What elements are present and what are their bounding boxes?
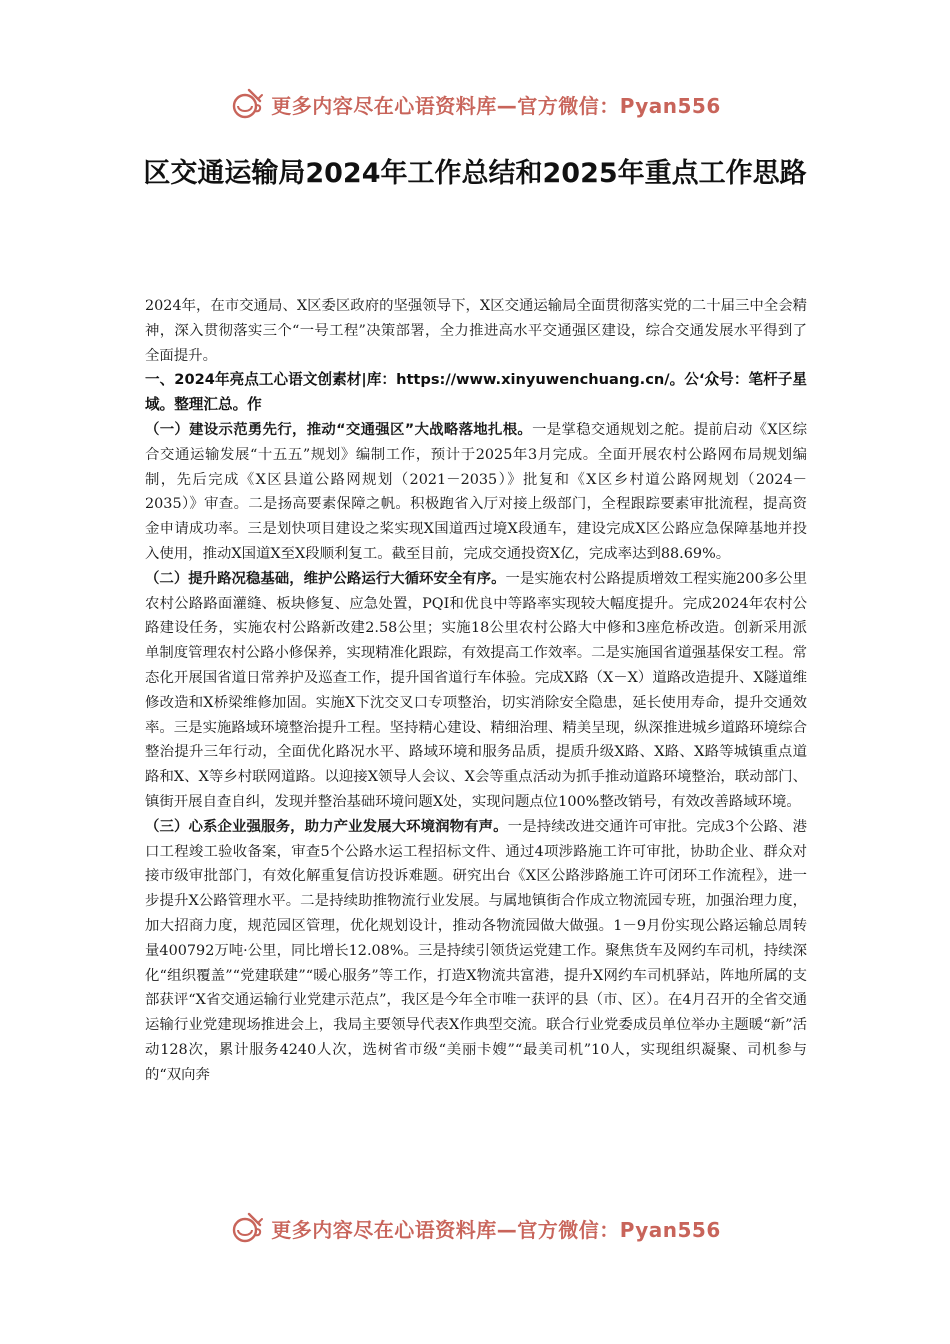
header-banner xyxy=(0,82,950,126)
coffee-cup-pen-logo-icon xyxy=(229,86,265,122)
paragraph-3 xyxy=(145,815,807,1088)
banner-text: 更多内容尽在心语资料库—官方微信：Pyan556 xyxy=(271,93,721,118)
paragraph-1-body: 一是掌稳交通规划之舵。提前启动《X区综合交通运输发展“十五五”规划》编制工作，预计于2025年3月完成。全面开展农村公路网布局规划编制，先后完成《X区县道公路网规划（2021－2035）》批复和《X区乡村道公路网规划（2024－2035）》审查。二是扬高要素保障之帆。积极跑省入厅对接上级部门，全程跟踪要素审批流程，提高资金申请成功率。三是划快项目建设之桨实现X国道西过境X段通车，建设完成X区公路应急保障基地并投入使用，推动X国道X至X段顺利复工。截至目前，完成交通投资X亿，完成率达到88.69%。 xyxy=(145,421,807,562)
paragraph-3-body: 一是持续改进交通许可审批。完成3个公路、港口工程竣工验收备案，审查5个公路水运工程招标文件、通过4项涉路施工许可审批，协助企业、群众对接市级审批部门，有效化解重复信访投诉难题。研究出台《X区公路涉路施工许可闭环工作流程》，进一步提升X公路管理水平。二是持续助推物流行业发展。与属地镇街合作成立物流园专班，加强治理力度，加大招商力度，规范园区管理，优化规划设计，推动各物流园做大做强。1－9月份实现公路运输总周转量400792万吨·公里，同比增长12.08%。三是持续引领货运党建工作。聚焦货车及网约车司机，持续深化“组织覆盖”“党建联建”“暖心服务”等工作，打造X物流共富港，提升X网约车司机驿站，阵地所属的支部获评“X省交通运输行业党建示范点”，我区是今年全市唯一获评的县（市、区）。在4月召开的全省交通运输行业党建现场推进会上，我局主要领导代表X作典型交流。联合行业党委成员单位举办主题暖“新”活动128次，累计服务4240人次，选树省市级“美丽卡嫂”“最美司机”10人，实现组织凝聚、司机参与的“双向奔 xyxy=(145,818,807,1083)
banner-text: 更多内容尽在心语资料库—官方微信：Pyan556 xyxy=(271,1217,721,1242)
document-title: 区交通运输局2024年工作总结和2025年重点工作思路 xyxy=(143,158,807,189)
intro-paragraph: 2024年，在市交通局、X区委区政府的坚强领导下，X区交通运输局全面贯彻落实党的二十届三中全会精神，深入贯彻落实三个“一号工程”决策部署，全力推进高水平交通强区建设，综合交通发展水平得到了全面提升。 xyxy=(145,298,807,364)
paragraph-3-lead: （三）心系企业强服务，助力产业发展大环境润物有声。 xyxy=(145,818,508,835)
paragraph-1 xyxy=(145,418,807,567)
section-heading: 一、2024年亮点工心语文创素材|库：https://www.xinyuwenchuang.cn/。公‘众号：笔杆子星域。整理汇总。作 xyxy=(145,371,807,414)
paragraph-2-lead: （二）提升路况稳基础，维护公路运行大循环安全有序。 xyxy=(145,570,506,587)
paragraph-1-lead: （一）建设示范勇先行，推动“交通强区”大战略落地扎根。 xyxy=(145,421,533,438)
paragraph-2-body: 一是实施农村公路提质增效工程实施200多公里农村公路路面灌缝、板块修复、应急处置，PQI和优良中等路率实现较大幅度提升。完成2024年农村公路建设任务，实施农村公路新改建2.58公里；实施18公里农村公路大中修和3座危桥改造。创新采用派单制度管理农村公路小修保养，实现精准化跟踪，有效提高工作效率。二是实施国省道强基保安工程。常态化开展国省道日常养护及巡查工作，提升国省道行车体验。完成X路（X－X）道路改造提升、X隧道维修改造和X桥梁维修加固。实施X下沈交叉口专项整治，切实消除安全隐患，延长使用寿命，提升交通效率。三是实施路域环境整治提升工程。坚持精心建设、精细治理、精美呈现，纵深推进城乡道路环境综合整治提升三年行动，全面优化路况水平、路域环境和服务品质，提质升级X路、X路、X路等城镇重点道路和X、X等乡村联网道路。以迎接X领导人会议、X会等重点活动为抓手推动道路环境整治，联动部门、镇街开展自查自纠，发现并整治基础环境问题X处，实现问题点位100%整改销号，有效改善路域环境。 xyxy=(145,570,807,810)
document-body xyxy=(145,294,807,1088)
paragraph-2 xyxy=(145,567,807,815)
coffee-cup-pen-logo-icon xyxy=(229,1210,265,1246)
footer-banner xyxy=(0,1206,950,1250)
